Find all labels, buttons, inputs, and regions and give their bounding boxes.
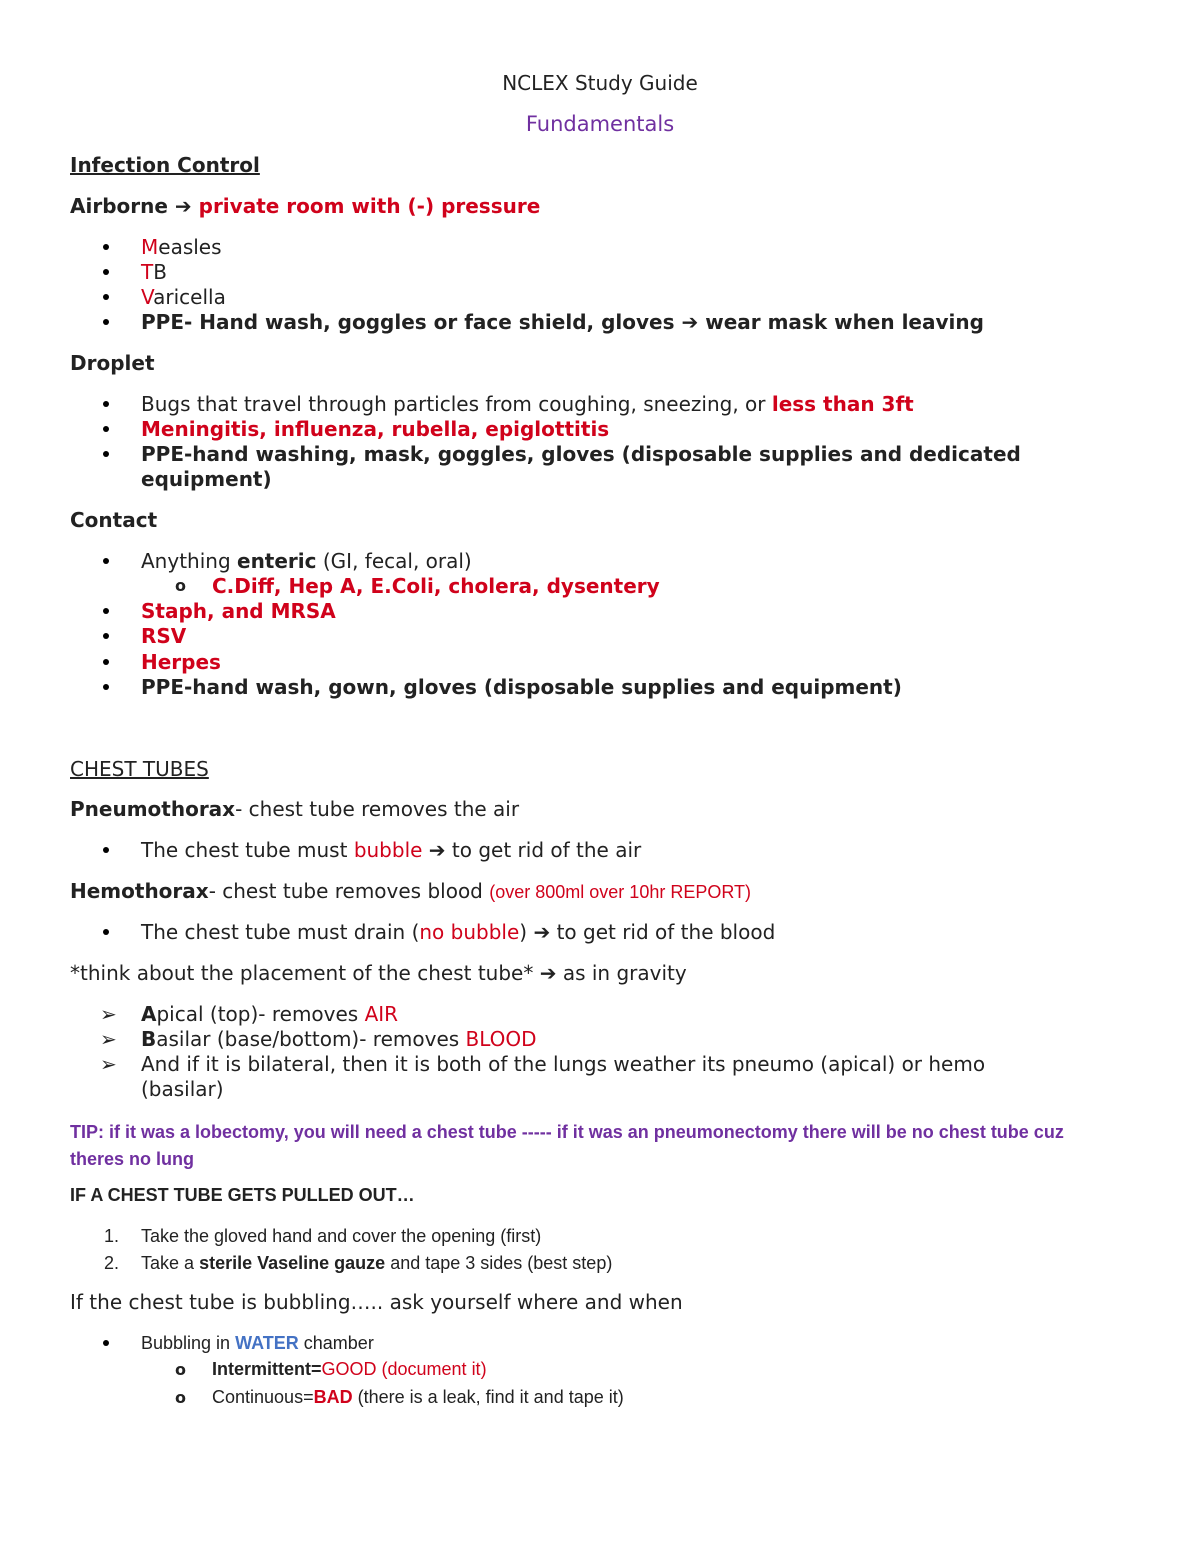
list-item-text: The chest tube must drain (: [141, 920, 420, 944]
list-item-text: asilar (base/bottom)- removes: [156, 1027, 460, 1051]
bullet-icon: [100, 259, 114, 285]
document-title: NCLEX Study Guide: [502, 71, 698, 95]
right-arrow-icon: ➔: [681, 310, 699, 334]
mnemonic-letter: M: [141, 235, 159, 259]
right-arrow-icon: ➔: [428, 838, 446, 862]
list-item-contact-ppe: PPE-hand wash, gown, gloves (disposable supplies and equipment): [141, 675, 902, 699]
list-item-text-after: to get rid of the blood: [556, 920, 776, 944]
pneumothorax-desc: - chest tube removes the air: [235, 797, 520, 821]
bullet-icon: [100, 598, 114, 624]
tip-text: TIP: if it was a lobectomy, you will need a chest tube ----- if it was an pneumonectomy there will be no chest tube cuz: [70, 1122, 1064, 1142]
list-item-rsv: RSV: [141, 624, 187, 648]
airborne-description: private room with (-) pressure: [198, 194, 541, 218]
list-item-water-chamber: [141, 1330, 374, 1356]
sub-item-label: Continuous=: [212, 1387, 314, 1407]
hemothorax-line: [70, 878, 751, 905]
infection-control-heading: Infection Control: [70, 153, 260, 177]
step-2-text: [141, 1250, 612, 1276]
pneumothorax-line: [70, 796, 519, 822]
bullet-icon: [100, 416, 114, 442]
sub-item-intermittent: [212, 1356, 487, 1382]
bullet-icon: [100, 548, 114, 574]
chest-tubes-heading: CHEST TUBES: [70, 757, 209, 781]
right-arrow-icon: ➔: [539, 961, 557, 985]
step-1-text: Take the gloved hand and cover the opening (first): [141, 1226, 542, 1246]
bullet-icon: [100, 234, 114, 260]
tip-text-cont: theres no lung: [70, 1149, 195, 1169]
step-number: 1.: [104, 1226, 120, 1246]
mnemonic-letter: T: [141, 260, 154, 284]
list-item-bold: enteric: [237, 549, 317, 573]
highlight-text: BAD: [313, 1387, 353, 1407]
list-item-staph: Staph, and MRSA: [141, 599, 336, 623]
highlight-text: WATER: [235, 1333, 299, 1353]
ppe-text-after: wear mask when leaving: [705, 310, 984, 334]
airborne-line: [70, 193, 540, 219]
list-item-text-after: (GI, fecal, oral): [322, 549, 472, 573]
step-text-after: and tape 3 sides (best step): [390, 1253, 613, 1273]
ppe-text: PPE- Hand wash, goggles or face shield, gloves: [141, 310, 675, 334]
list-item-text: pical (top)- removes: [156, 1002, 359, 1026]
bullet-icon: [100, 649, 114, 675]
sub-item-continuous: [212, 1384, 624, 1410]
bullet-icon: [100, 674, 114, 700]
arrowhead-bullet-icon: ➢: [100, 1052, 117, 1076]
bullet-icon: [100, 309, 114, 335]
placement-text-after: as in gravity: [562, 961, 687, 985]
list-item-apical: [141, 1001, 398, 1027]
step-bold-text: sterile Vaseline gauze: [199, 1253, 386, 1273]
highlight-text: GOOD (document it): [321, 1359, 487, 1379]
bubbling-question: If the chest tube is bubbling….. ask yourself where and when: [70, 1290, 683, 1314]
list-item-text-after: chamber: [303, 1333, 374, 1353]
bullet-icon: [100, 837, 114, 863]
emphasis-letter: A: [141, 1002, 157, 1026]
hemothorax-label: Hemothorax: [70, 879, 209, 903]
circle-bullet-icon: o: [175, 1388, 186, 1407]
list-item-paren: ): [519, 920, 528, 944]
arrowhead-bullet-icon: ➢: [100, 1002, 117, 1026]
list-item-basilar: [141, 1026, 537, 1052]
list-item-droplet-ppe: PPE-hand washing, mask, goggles, gloves (disposable supplies and dedicated: [141, 442, 1021, 466]
list-item-text: easles: [158, 235, 222, 259]
placement-note: [70, 960, 687, 986]
highlight-text: less than 3ft: [771, 392, 914, 416]
list-item-varicella: [141, 284, 226, 310]
sub-item-text-after: (there is a leak, find it and tape it): [357, 1387, 624, 1407]
list-item-text: Bubbling in: [141, 1333, 231, 1353]
circle-bullet-icon: o: [175, 1360, 186, 1379]
list-item-droplet-diseases: Meningitis, influenza, rubella, epiglottitis: [141, 417, 610, 441]
list-item-drain: [141, 919, 775, 945]
highlight-text: AIR: [364, 1002, 399, 1026]
hemothorax-desc: - chest tube removes blood: [208, 879, 483, 903]
circle-bullet-icon: o: [175, 576, 186, 595]
right-arrow-icon: ➔: [174, 194, 192, 218]
list-item-droplet-bugs: [141, 391, 914, 417]
hemothorax-note: (over 800ml over 10hr REPORT): [489, 882, 752, 902]
list-item-enteric: [141, 548, 472, 574]
step-text: Take a: [141, 1253, 195, 1273]
list-item-text: The chest tube must: [141, 838, 348, 862]
arrowhead-bullet-icon: ➢: [100, 1027, 117, 1051]
list-item-bubble: [141, 837, 641, 863]
list-item-measles: [141, 234, 222, 260]
bullet-icon: [100, 284, 114, 310]
contact-heading: Contact: [70, 508, 158, 532]
sub-item-label: Intermittent=: [212, 1359, 322, 1379]
mnemonic-letter: V: [141, 285, 154, 309]
bullet-icon: [100, 1330, 114, 1356]
bullet-icon: [100, 441, 114, 467]
emphasis-letter: B: [141, 1027, 157, 1051]
list-item-bilateral-cont: (basilar): [141, 1077, 224, 1101]
right-arrow-icon: ➔: [533, 920, 551, 944]
placement-text: *think about the placement of the chest tube*: [70, 961, 534, 985]
document-subtitle: Fundamentals: [525, 112, 675, 136]
highlight-text: bubble: [353, 838, 423, 862]
list-item-bilateral: And if it is bilateral, then it is both of the lungs weather its pneumo (apical) or hemo: [141, 1052, 986, 1076]
list-item-airborne-ppe: [141, 309, 984, 335]
bullet-icon: [100, 919, 114, 945]
highlight-text: no bubble: [419, 920, 520, 944]
pneumothorax-label: Pneumothorax: [70, 797, 236, 821]
list-item-text: Bugs that travel through particles from coughing, sneezing, or: [141, 392, 766, 416]
sub-item-enteric-diseases: C.Diff, Hep A, E.Coli, cholera, dysentery: [212, 574, 660, 598]
airborne-label: Airborne: [70, 194, 168, 218]
droplet-heading: Droplet: [70, 351, 155, 375]
bullet-icon: [100, 391, 114, 417]
list-item-text: B: [153, 260, 167, 284]
pulled-out-heading: IF A CHEST TUBE GETS PULLED OUT…: [70, 1185, 415, 1205]
list-item-droplet-ppe-cont: equipment): [141, 467, 272, 491]
highlight-text: BLOOD: [465, 1027, 537, 1051]
list-item-herpes: Herpes: [141, 650, 221, 674]
list-item-text-after: to get rid of the air: [451, 838, 642, 862]
list-item-text: Anything: [141, 549, 231, 573]
step-number: 2.: [104, 1253, 120, 1273]
list-item-text: aricella: [153, 285, 226, 309]
bullet-icon: [100, 623, 114, 649]
list-item-tb: [141, 259, 167, 285]
